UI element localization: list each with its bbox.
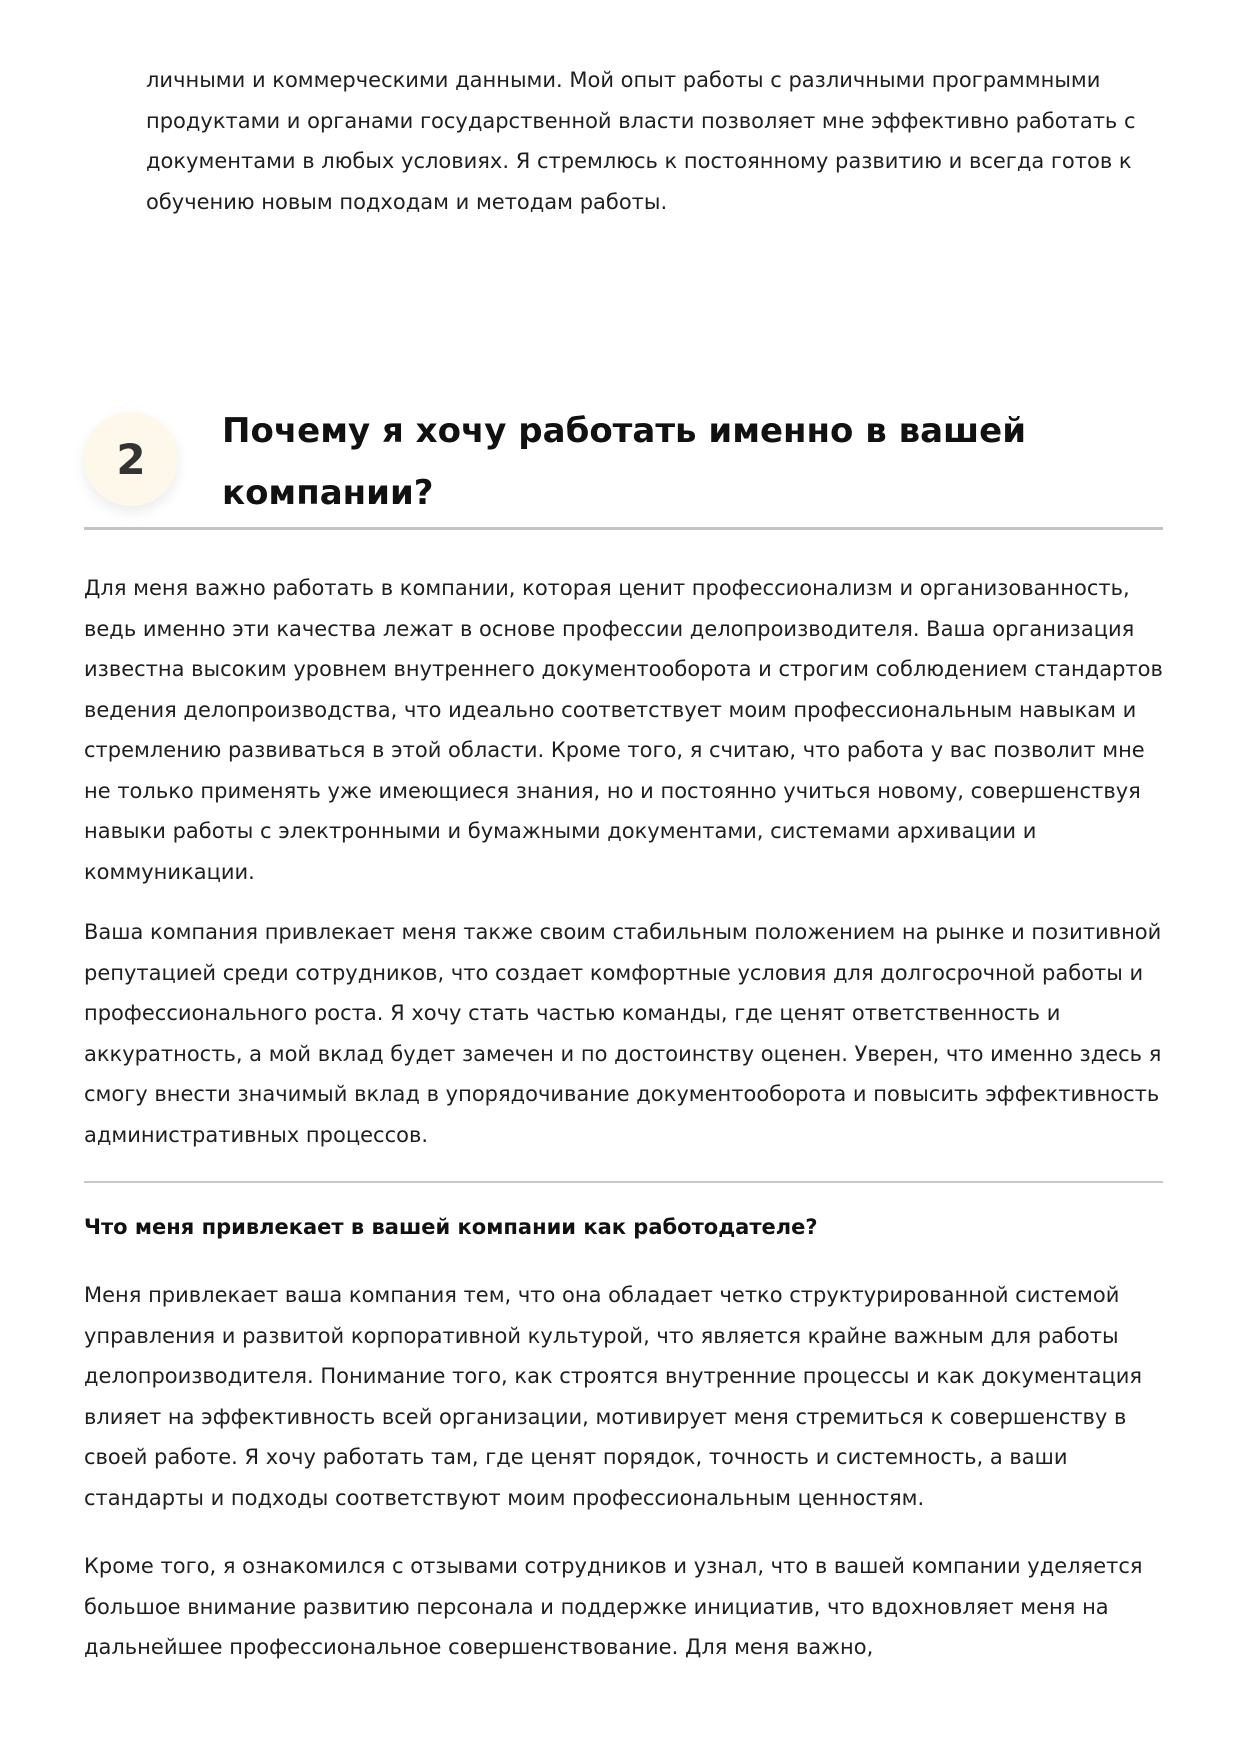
section-body [84,568,1163,1175]
section-header [84,400,1163,530]
section-number-badge: 2 [84,412,178,506]
divider [84,1181,1163,1183]
intro-paragraph: личными и коммерческими данными. Мой опыт работы с различными программными продуктами и органами государственной власти позволяет мне эффективно работать с документами в любых условиях. Я стремлюсь к постоянному развитию и всегда готов к обучению новым подходам и методам работы. [146,68,1136,214]
paragraph: Меня привлекает ваша компания тем, что она обладает четко структурированной системой управления и развитой корпоративной культурой, что является крайне важным для работы делопроизводителя. Понимание того, как строятся внутренние процессы и как документация влияет на эффективность всей организации, мотивирует меня стремиться к совершенству в своей работе. Я хочу работать там, где ценят порядок, точность и системность, а ваши стандарты и подходы соответствуют моим профессиональным ценностям. [84,1283,1143,1510]
paragraph: Для меня важно работать в компании, которая ценит профессионализм и организованность, ведь именно эти качества лежат в основе профессии делопроизводителя. Ваша организация известна высоким уровнем внутреннего документооборота и строгим соблюдением стандартов ведения делопроизводства, что идеально соответствует моим профессиональным навыкам и стремлению развиваться в этой области. Кроме того, я считаю, что работа у вас позволит мне не только применять уже имеющиеся знания, но и постоянно учиться новому, совершенствуя навыки работы с электронными и бумажными документами, системами архивации и коммуникации. [84,576,1163,884]
subsection-title: Что меня привлекает в вашей компании как работодателе? [84,1215,818,1239]
paragraph: Кроме того, я ознакомился с отзывами сотрудников и узнал, что в вашей компании уделяется большое внимание развитию персонала и поддержке инициатив, что вдохновляет меня на дальнейшее профессиональное совершенствование. Для меня важно, [84,1554,1143,1659]
paragraph: Ваша компания привлекает меня также своим стабильным положением на рынке и позитивной репутацией среди сотрудников, что создает комфортные условия для долгосрочной работы и профессионального роста. Я хочу стать частью команды, где ценят ответственность и аккуратность, а мой вклад будет замечен и по достоинству оценен. Уверен, что именно здесь я смогу внести значимый вклад в упорядочивание документооборота и повысить эффективность административных процессов. [84,920,1162,1147]
section-title: Почему я хочу работать именно в вашей компании? [222,411,1027,513]
subsection-body [84,1275,1163,1696]
